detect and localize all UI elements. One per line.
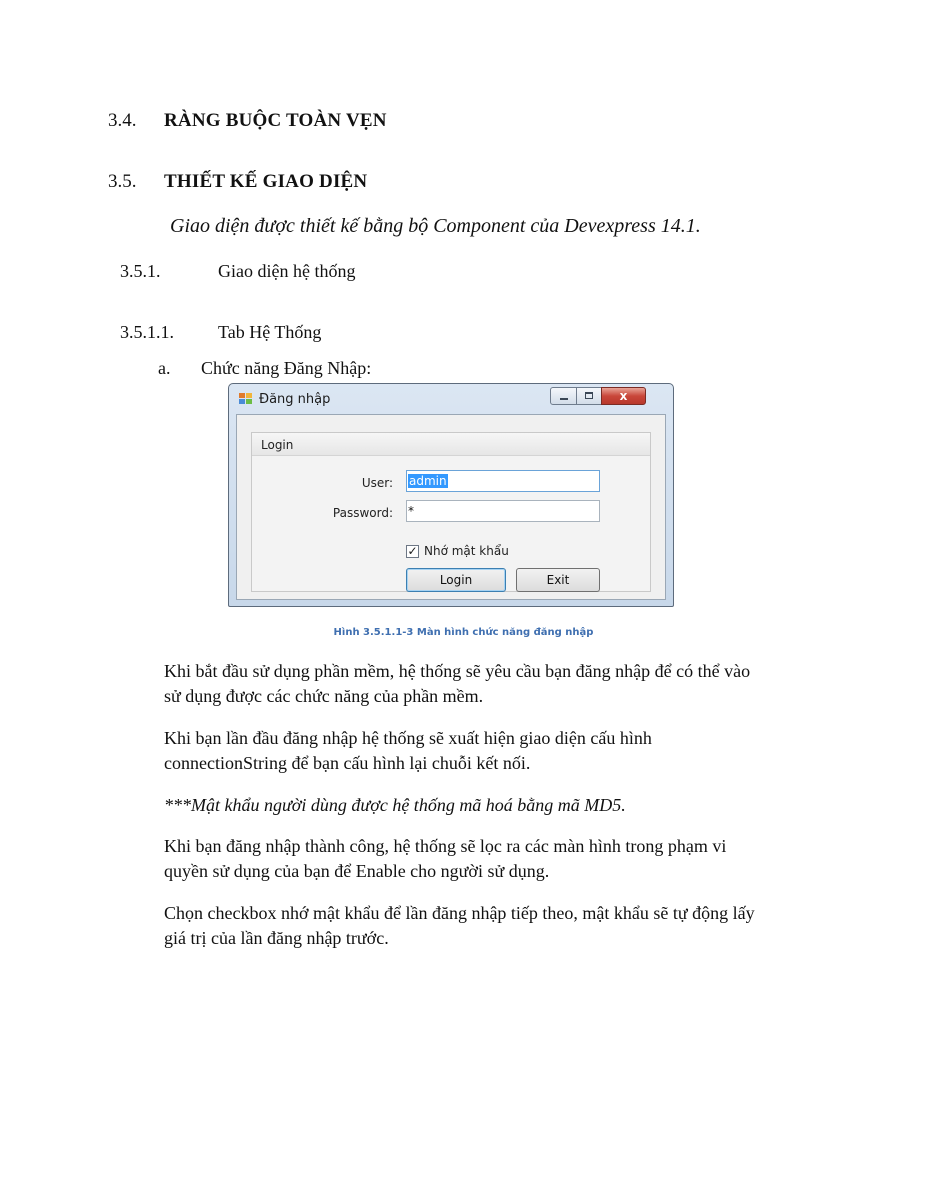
figure-caption: Hình 3.5.1.1-3 Màn hình chức năng đăng nhập bbox=[333, 627, 594, 638]
window-titlebar[interactable] bbox=[229, 384, 673, 414]
paragraph-line: Khi bạn đăng nhập thành công, hệ thống sẽ lọc ra các màn hình trong phạm vi bbox=[164, 836, 727, 856]
login-button[interactable]: Login bbox=[406, 568, 506, 592]
login-group bbox=[251, 432, 651, 592]
paragraph-line: Khi bắt đầu sử dụng phần mềm, hệ thống sẽ yêu cầu bạn đăng nhập để có thể vào bbox=[164, 661, 751, 681]
password-input-value: * bbox=[408, 504, 414, 518]
paragraph-2 bbox=[164, 726, 824, 776]
heading-3-4-title: RÀNG BUỘC TOÀN VẸN bbox=[164, 110, 387, 131]
paragraph-1 bbox=[164, 659, 824, 709]
login-window bbox=[228, 383, 674, 607]
maximize-button[interactable] bbox=[576, 387, 602, 405]
paragraph-line: Chọn checkbox nhớ mật khẩu để lần đăng nhập tiếp theo, mật khẩu sẽ tự động lấy bbox=[164, 903, 755, 923]
app-icon bbox=[239, 393, 253, 405]
minimize-icon bbox=[560, 398, 568, 400]
paragraph-3 bbox=[164, 793, 824, 818]
close-icon: x bbox=[619, 389, 628, 403]
user-input-value: admin bbox=[409, 474, 447, 488]
item-a-title: Chức năng Đăng Nhập: bbox=[201, 358, 372, 378]
paragraph-4 bbox=[164, 834, 824, 884]
login-group-header bbox=[252, 433, 650, 456]
close-button[interactable] bbox=[601, 387, 646, 405]
paragraph-5 bbox=[164, 901, 824, 951]
window-title: Đăng nhập bbox=[259, 392, 331, 407]
heading-3-5-1-number: 3.5.1. bbox=[120, 261, 161, 281]
remember-checkbox[interactable]: ✓ bbox=[407, 544, 418, 558]
window-client-area bbox=[236, 414, 666, 600]
remember-label[interactable]: Nhớ mật khẩu bbox=[424, 544, 509, 558]
password-input[interactable] bbox=[406, 500, 600, 522]
paragraph-line: connectionString để bạn cấu hình lại chuỗi kết nối. bbox=[164, 753, 531, 773]
maximize-icon bbox=[585, 392, 593, 399]
user-label: User: bbox=[361, 476, 393, 490]
intro-text: Giao diện được thiết kế bằng bộ Component của Devexpress 14.1. bbox=[170, 215, 701, 237]
login-group-title: Login bbox=[261, 438, 294, 452]
paragraph-line: quyền sử dụng của bạn để Enable cho người sử dụng. bbox=[164, 861, 550, 881]
heading-3-5-1-1-title: Tab Hệ Thống bbox=[218, 322, 322, 342]
minimize-button[interactable] bbox=[550, 387, 577, 405]
exit-button[interactable]: Exit bbox=[516, 568, 600, 592]
heading-3-5-1-title: Giao diện hệ thống bbox=[218, 261, 356, 281]
paragraph-line: giá trị của lần đăng nhập trước. bbox=[164, 928, 389, 948]
password-label: Password: bbox=[332, 506, 393, 520]
heading-3-5-number: 3.5. bbox=[108, 171, 137, 192]
paragraph-line: sử dụng được các chức năng của phần mềm. bbox=[164, 686, 484, 706]
heading-3-5-title: THIẾT KẾ GIAO DIỆN bbox=[164, 171, 368, 192]
heading-3-4-number: 3.4. bbox=[108, 110, 137, 131]
paragraph-line: Khi bạn lần đầu đăng nhập hệ thống sẽ xuất hiện giao diện cấu hình bbox=[164, 728, 652, 748]
user-input[interactable] bbox=[406, 470, 600, 492]
paragraph-line: ***Mật khẩu người dùng được hệ thống mã hoá bằng mã MD5. bbox=[164, 795, 626, 815]
item-a-marker: a. bbox=[158, 358, 171, 378]
heading-3-5-1-1-number: 3.5.1.1. bbox=[120, 322, 174, 342]
